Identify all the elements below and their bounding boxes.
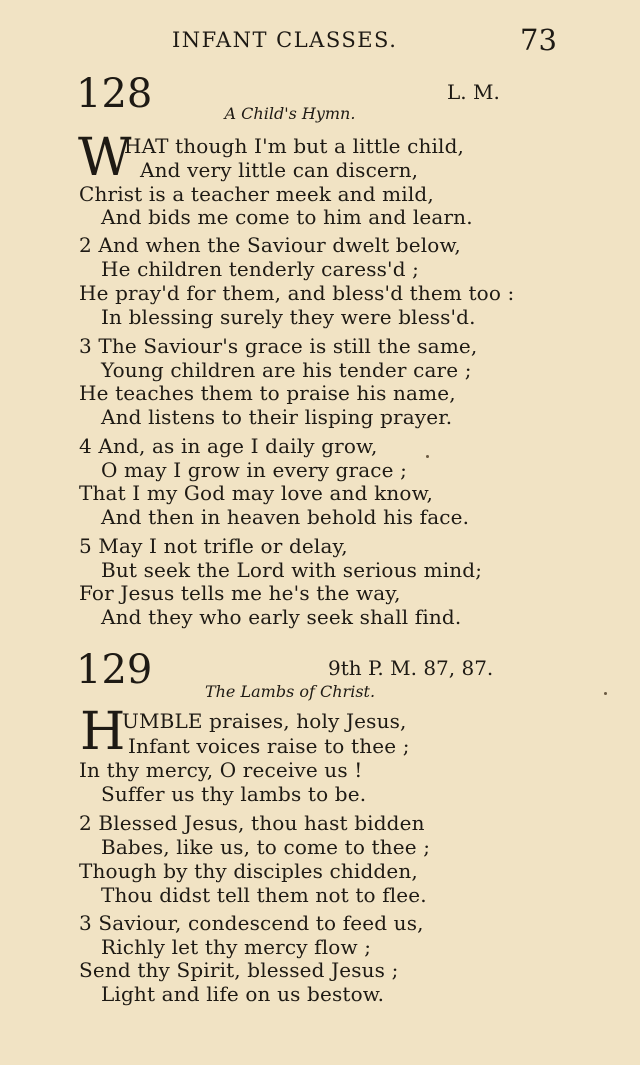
verse-line: 3 Saviour, condescend to feed us, [79, 911, 424, 935]
hymn-title: The Lambs of Christ. [204, 682, 376, 701]
verse-line: 2 And when the Saviour dwelt below, [79, 233, 461, 257]
hymn-meter: L. M. [447, 80, 500, 104]
verse-line: UMBLE praises, holy Jesus, [122, 709, 407, 733]
verse-line: He teaches them to praise his name, [79, 381, 456, 405]
verse-line: That I my God may love and know, [79, 481, 433, 505]
verse-line: Infant voices raise to thee ; [128, 734, 410, 758]
verse-line: And very little can discern, [140, 158, 419, 182]
running-head [0, 23, 640, 57]
verse-line: And then in heaven behold his face. [101, 505, 470, 529]
verse-line: 3 The Saviour's grace is still the same, [79, 334, 478, 358]
verse-line: But seek the Lord with serious mind; [101, 558, 483, 582]
verse-line: In blessing surely they were bless'd. [101, 305, 476, 329]
verse-line: Suffer us thy lambs to be. [101, 782, 367, 806]
verse-line: 4 And, as in age I daily grow, [79, 434, 378, 458]
verse-line: He children tenderly caress'd ; [101, 257, 420, 281]
verse-line: O may I grow in every grace ; [101, 458, 408, 482]
verse-line: Young children are his tender care ; [101, 358, 472, 382]
paper-speck [604, 692, 607, 695]
hymn-number: 128 [76, 71, 153, 117]
verse-line: And bids me come to him and learn. [101, 205, 473, 229]
hymn-number: 129 [76, 647, 153, 693]
verse-line: Richly let thy mercy flow ; [101, 935, 372, 959]
verse-line: Though by thy disciples chidden, [79, 859, 418, 883]
verse-line: HAT though I'm but a little child, [124, 134, 465, 158]
running-title: INFANT CLASSES. [172, 28, 398, 52]
verse-line: For Jesus tells me he's the way, [79, 581, 401, 605]
drop-cap: H [80, 702, 126, 762]
verse-line: And they who early seek shall find. [101, 605, 462, 629]
hymn-meter: 9th P. M. 87, 87. [328, 656, 494, 680]
verse-line: Babes, like us, to come to thee ; [101, 835, 431, 859]
verse-line: Light and life on us bestow. [101, 982, 385, 1006]
verse-line: Thou didst tell them not to flee. [101, 883, 427, 907]
verse-line: In thy mercy, O receive us ! [79, 758, 363, 782]
hymn-title: A Child's Hymn. [224, 104, 356, 123]
paper-speck [426, 455, 429, 458]
drop-cap: W [78, 128, 132, 188]
verse-line: 5 May I not trifle or delay, [79, 534, 348, 558]
verse-line: Send thy Spirit, blessed Jesus ; [79, 958, 399, 982]
verse-line: Christ is a teacher meek and mild, [79, 182, 434, 206]
verse-line: 2 Blessed Jesus, thou hast bidden [79, 811, 425, 835]
verse-line: And listens to their lisping prayer. [101, 405, 453, 429]
verse-line: He pray'd for them, and bless'd them too : [79, 281, 515, 305]
page-number: 73 [520, 23, 557, 57]
